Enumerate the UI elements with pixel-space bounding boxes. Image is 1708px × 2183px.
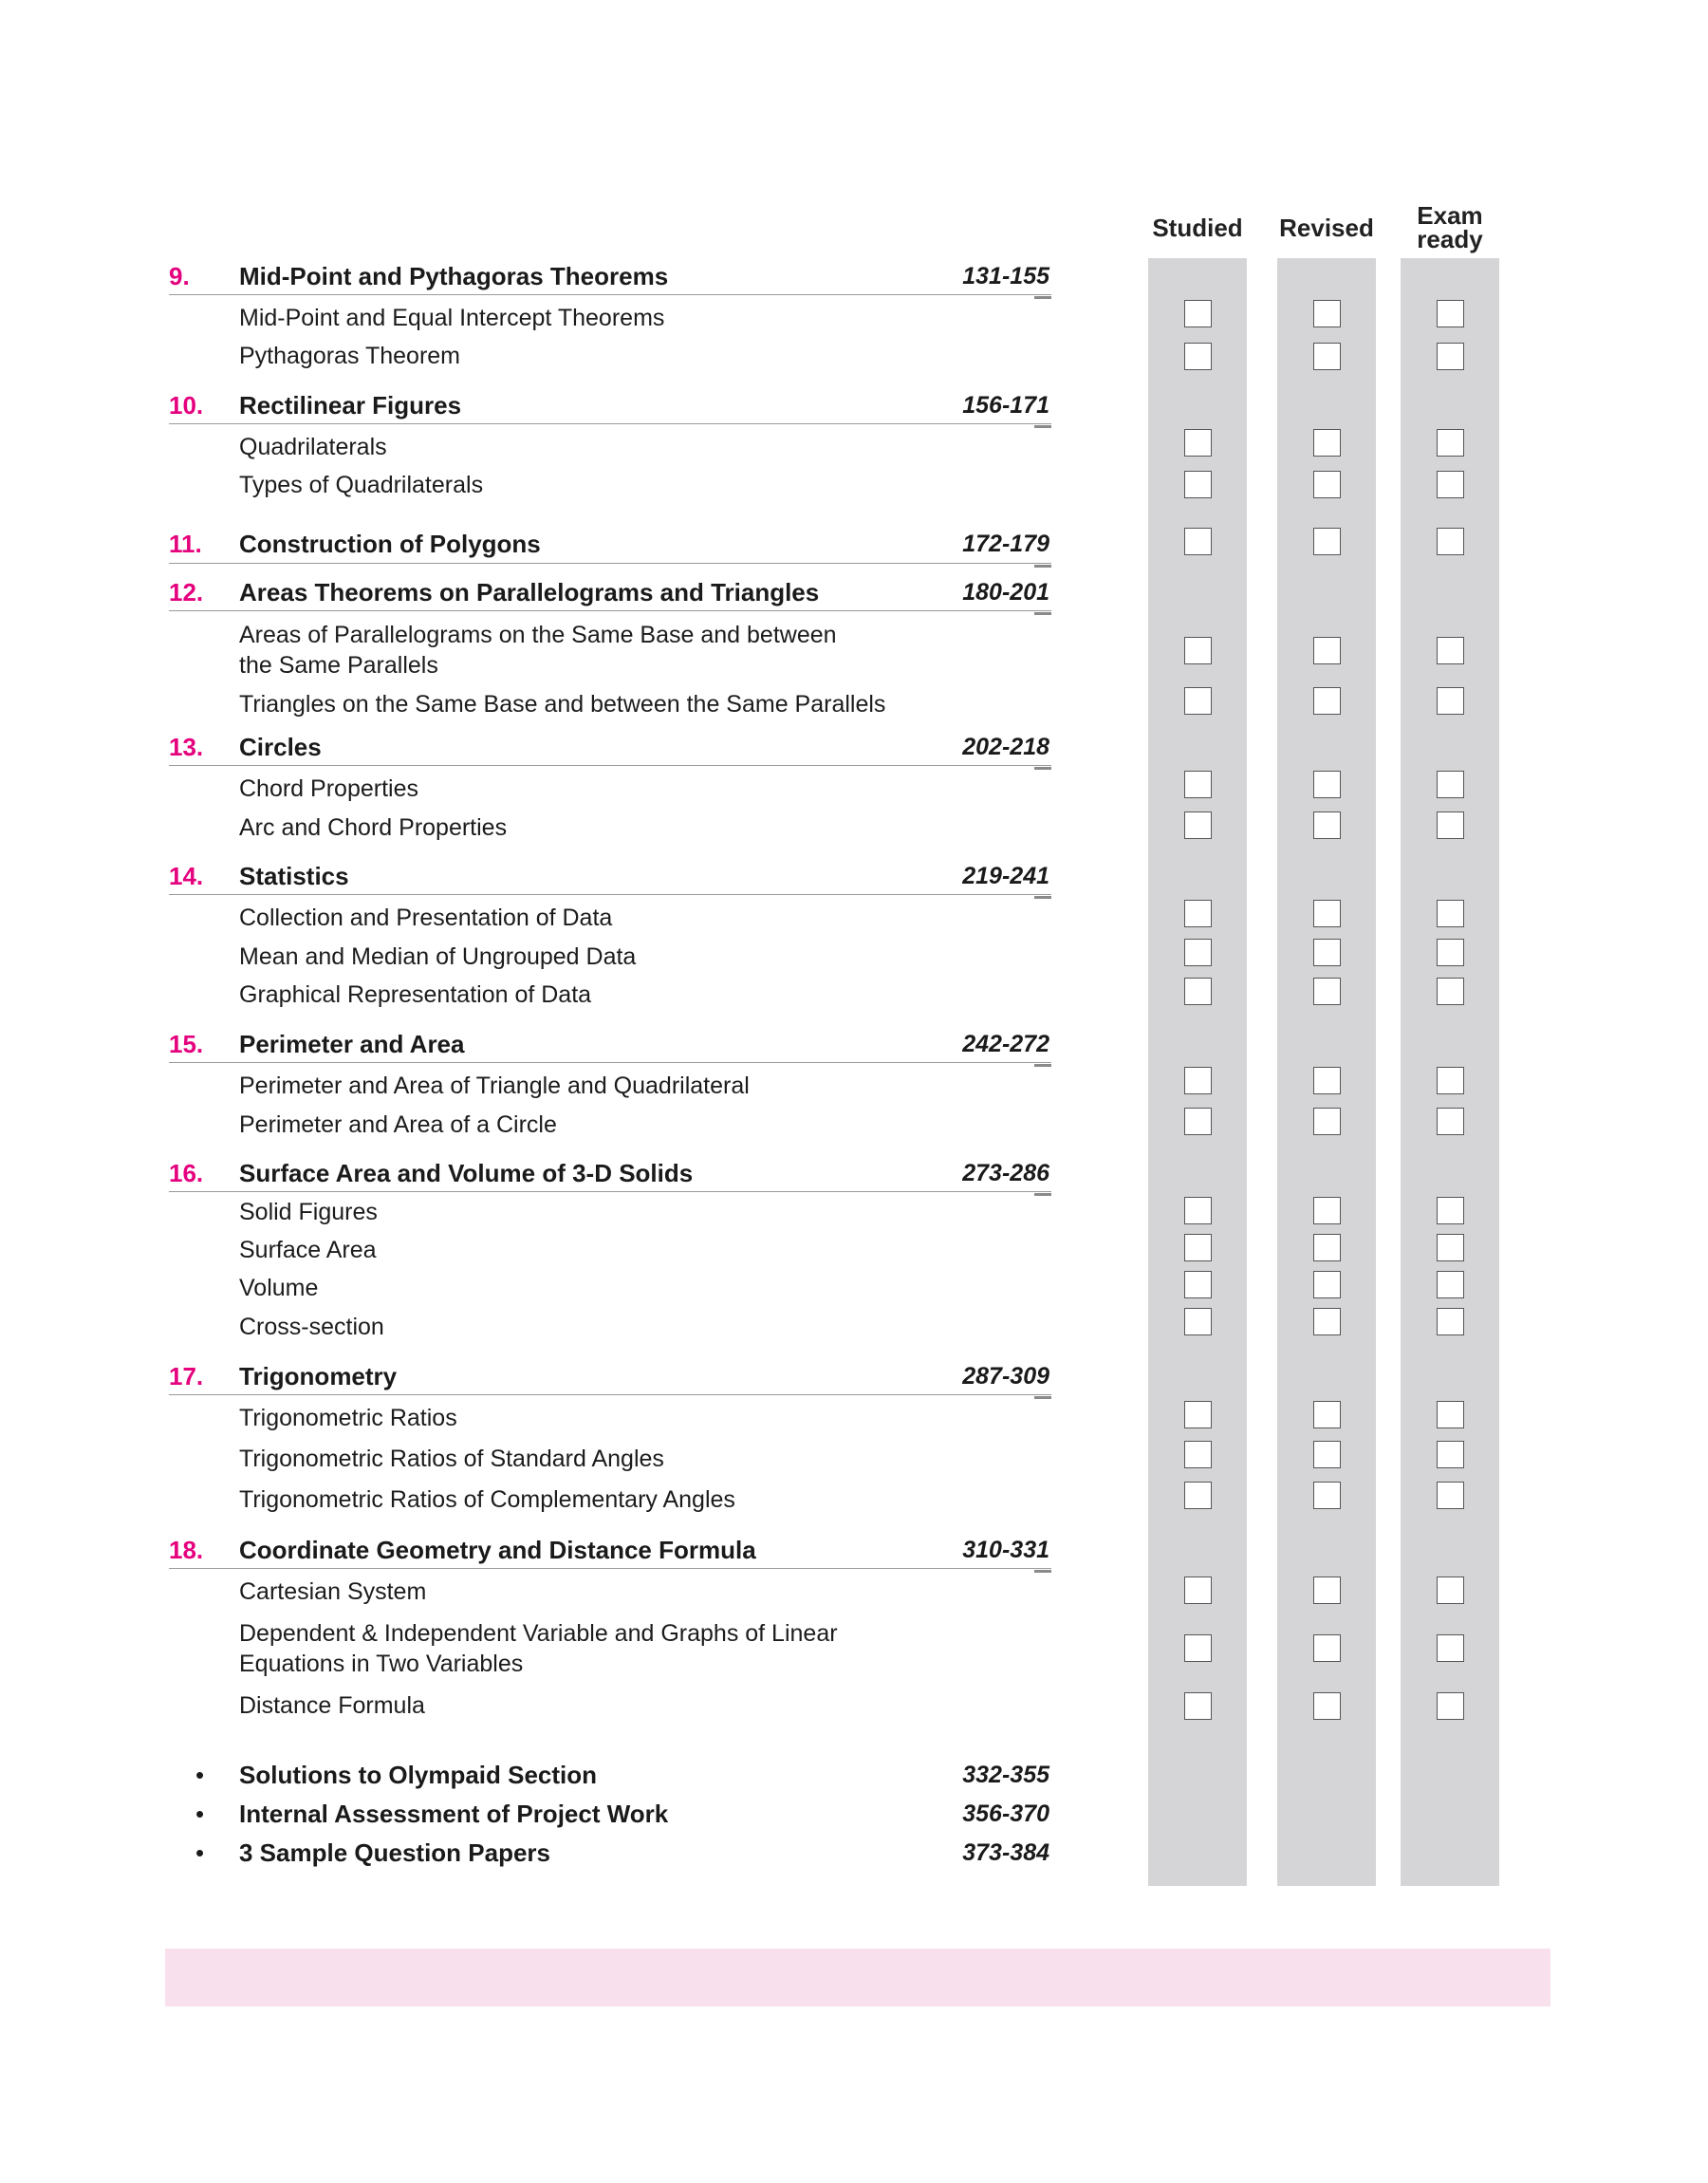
exam-ready-checkbox[interactable] (1437, 1482, 1464, 1509)
studied-checkbox[interactable] (1184, 1234, 1212, 1261)
chapter-pages: 202-218 (962, 734, 1049, 760)
revised-checkbox[interactable] (1313, 1234, 1341, 1261)
topic-label: Quadrilaterals (239, 434, 387, 460)
exam-ready-header-line1: Exam (1417, 201, 1483, 230)
extra-section-pages: 356-370 (962, 1801, 1049, 1827)
exam-ready-checkbox[interactable] (1437, 771, 1464, 798)
topic-label: Triangles on the Same Base and between the Same Parallels (239, 691, 886, 718)
chapter-divider (169, 1394, 1051, 1395)
chapter-number: 9. (169, 262, 190, 290)
revised-checkbox[interactable] (1313, 1271, 1341, 1298)
topic-label: Trigonometric Ratios of Standard Angles (239, 1446, 664, 1472)
extra-section-title: 3 Sample Question Papers (239, 1838, 551, 1867)
extra-section-title: Internal Assessment of Project Work (239, 1800, 669, 1828)
revised-checkbox[interactable] (1313, 429, 1341, 457)
revised-header: Revised (1279, 214, 1374, 242)
exam-ready-checkbox[interactable] (1437, 528, 1464, 555)
extra-section-pages: 332-355 (962, 1762, 1049, 1788)
exam-ready-header-line2: ready (1417, 225, 1483, 253)
topic-label: Cartesian System (239, 1578, 427, 1605)
revised-checkbox[interactable] (1313, 1308, 1341, 1335)
chapter-number: 16. (169, 1159, 204, 1187)
chapter-divider (169, 423, 1051, 424)
revised-checkbox[interactable] (1313, 1692, 1341, 1720)
revised-checkbox[interactable] (1313, 687, 1341, 715)
topic-label: Perimeter and Area of a Circle (239, 1111, 557, 1138)
chapter-divider (169, 765, 1051, 766)
studied-checkbox[interactable] (1184, 771, 1212, 798)
studied-checkbox[interactable] (1184, 812, 1212, 839)
topic-label: Surface Area (239, 1237, 377, 1263)
revised-checkbox[interactable] (1313, 1634, 1341, 1662)
exam-ready-checkbox[interactable] (1437, 900, 1464, 927)
chapter-pages: 310-331 (962, 1537, 1049, 1563)
exam-ready-checkbox[interactable] (1437, 1308, 1464, 1335)
revised-checkbox[interactable] (1313, 1108, 1341, 1135)
exam-ready-checkbox[interactable] (1437, 1441, 1464, 1468)
exam-ready-checkbox[interactable] (1437, 637, 1464, 664)
studied-checkbox[interactable] (1184, 637, 1212, 664)
topic-label: Pythagoras Theorem (239, 343, 460, 369)
studied-checkbox[interactable] (1184, 429, 1212, 457)
topic-label: Graphical Representation of Data (239, 981, 592, 1008)
exam-ready-checkbox[interactable] (1437, 687, 1464, 715)
exam-ready-checkbox[interactable] (1437, 1108, 1464, 1135)
chapter-divider (169, 1191, 1051, 1192)
chapter-pages: 287-309 (962, 1363, 1049, 1390)
chapter-title: Surface Area and Volume of 3-D Solids (239, 1159, 694, 1187)
chapter-title: Trigonometry (239, 1362, 398, 1390)
extra-section-pages: 373-384 (962, 1839, 1049, 1866)
topic-label: Arc and Chord Properties (239, 814, 508, 841)
topic-label: Volume (239, 1275, 319, 1301)
studied-checkbox[interactable] (1184, 1108, 1212, 1135)
topic-label: Areas of Parallelograms on the Same Base and between (239, 622, 837, 648)
chapter-number: 18. (169, 1536, 204, 1564)
exam-ready-header (1388, 201, 1512, 253)
chapter-pages: 131-155 (962, 263, 1049, 289)
topic-label: Perimeter and Area of Triangle and Quadrilateral (239, 1073, 750, 1099)
topic-label: Solid Figures (239, 1199, 378, 1225)
topic-label: Chord Properties (239, 775, 418, 802)
topic-label: Types of Quadrilaterals (239, 472, 484, 498)
revised-checkbox[interactable] (1313, 1482, 1341, 1509)
studied-checkbox[interactable] (1184, 978, 1212, 1005)
chapter-number: 12. (169, 578, 204, 606)
exam-ready-checkbox[interactable] (1437, 939, 1464, 966)
topic-label: the Same Parallels (239, 652, 438, 679)
topic-label: Dependent & Independent Variable and Graphs of Linear (239, 1620, 838, 1647)
studied-checkbox[interactable] (1184, 1692, 1212, 1720)
studied-header: Studied (1152, 214, 1243, 242)
chapter-title: Mid-Point and Pythagoras Theorems (239, 262, 669, 290)
exam-ready-checkbox[interactable] (1437, 812, 1464, 839)
studied-checkbox[interactable] (1184, 900, 1212, 927)
topic-label: Equations in Two Variables (239, 1651, 524, 1677)
chapter-title: Circles (239, 733, 322, 761)
studied-checkbox[interactable] (1184, 343, 1212, 370)
revised-checkbox[interactable] (1313, 939, 1341, 966)
revised-checkbox[interactable] (1313, 1067, 1341, 1094)
revised-checkbox[interactable] (1313, 978, 1341, 1005)
revised-checkbox[interactable] (1313, 1197, 1341, 1224)
chapter-title: Areas Theorems on Parallelograms and Triangles (239, 578, 820, 606)
exam-ready-checkbox[interactable] (1437, 1271, 1464, 1298)
studied-checkbox[interactable] (1184, 1577, 1212, 1604)
topic-label: Mid-Point and Equal Intercept Theorems (239, 305, 665, 331)
exam-ready-checkbox[interactable] (1437, 978, 1464, 1005)
studied-checkbox[interactable] (1184, 1634, 1212, 1662)
revised-checkbox[interactable] (1313, 637, 1341, 664)
chapter-number: 10. (169, 391, 204, 420)
chapter-pages: 172-179 (962, 531, 1049, 557)
topic-label: Collection and Presentation of Data (239, 905, 613, 931)
studied-checkbox[interactable] (1184, 1271, 1212, 1298)
studied-checkbox[interactable] (1184, 687, 1212, 715)
revised-checkbox[interactable] (1313, 300, 1341, 327)
topic-label: Trigonometric Ratios of Complementary Angles (239, 1486, 735, 1513)
exam-ready-checkbox[interactable] (1437, 429, 1464, 457)
revised-checkbox[interactable] (1313, 1441, 1341, 1468)
chapter-divider (169, 563, 1051, 564)
exam-ready-checkbox[interactable] (1437, 300, 1464, 327)
topic-label: Cross-section (239, 1314, 384, 1340)
exam-ready-checkbox[interactable] (1437, 1692, 1464, 1720)
bullet-marker: • (195, 1761, 205, 1789)
footer-band (165, 1949, 1550, 2006)
revised-checkbox[interactable] (1313, 900, 1341, 927)
chapter-pages: 273-286 (962, 1160, 1049, 1186)
chapter-number: 15. (169, 1030, 204, 1058)
chapter-divider (169, 294, 1051, 295)
studied-checkbox[interactable] (1184, 939, 1212, 966)
exam-ready-checkbox[interactable] (1437, 1234, 1464, 1261)
studied-checkbox[interactable] (1184, 1197, 1212, 1224)
chapter-number: 13. (169, 733, 204, 761)
revised-checkbox[interactable] (1313, 771, 1341, 798)
chapter-title: Statistics (239, 862, 349, 890)
chapter-pages: 180-201 (962, 579, 1049, 606)
chapter-number: 14. (169, 862, 204, 890)
chapter-divider (169, 1062, 1051, 1063)
studied-checkbox[interactable] (1184, 1441, 1212, 1468)
studied-checkbox[interactable] (1184, 300, 1212, 327)
chapter-pages: 219-241 (962, 863, 1049, 889)
exam-ready-checkbox[interactable] (1437, 1197, 1464, 1224)
studied-checkbox[interactable] (1184, 1482, 1212, 1509)
exam-ready-checkbox[interactable] (1437, 343, 1464, 370)
exam-ready-checkbox[interactable] (1437, 1067, 1464, 1094)
chapter-pages: 242-272 (962, 1031, 1049, 1057)
studied-checkbox[interactable] (1184, 1067, 1212, 1094)
chapter-number: 17. (169, 1362, 204, 1390)
chapter-title: Construction of Polygons (239, 530, 541, 558)
chapter-title: Perimeter and Area (239, 1030, 465, 1058)
chapter-divider (169, 894, 1051, 895)
revised-checkbox[interactable] (1313, 343, 1341, 370)
revised-checkbox[interactable] (1313, 1401, 1341, 1428)
topic-label: Mean and Median of Ungrouped Data (239, 943, 637, 970)
studied-checkbox[interactable] (1184, 528, 1212, 555)
chapter-title: Rectilinear Figures (239, 391, 462, 420)
revised-checkbox[interactable] (1313, 1577, 1341, 1604)
studied-checkbox[interactable] (1184, 471, 1212, 498)
revised-checkbox[interactable] (1313, 471, 1341, 498)
chapter-pages: 156-171 (962, 392, 1049, 419)
bullet-marker: • (195, 1800, 205, 1828)
extra-section-title: Solutions to Olympaid Section (239, 1761, 598, 1789)
chapter-title: Coordinate Geometry and Distance Formula (239, 1536, 756, 1564)
exam-ready-checkbox[interactable] (1437, 1577, 1464, 1604)
exam-ready-checkbox[interactable] (1437, 471, 1464, 498)
exam-ready-checkbox[interactable] (1437, 1401, 1464, 1428)
studied-checkbox[interactable] (1184, 1308, 1212, 1335)
chapter-number: 11. (169, 530, 202, 558)
studied-checkbox[interactable] (1184, 1401, 1212, 1428)
chapter-divider (169, 1568, 1051, 1569)
chapter-divider (169, 610, 1051, 611)
topic-label: Trigonometric Ratios (239, 1405, 457, 1431)
topic-label: Distance Formula (239, 1692, 425, 1719)
revised-checkbox[interactable] (1313, 812, 1341, 839)
revised-checkbox[interactable] (1313, 528, 1341, 555)
exam-ready-checkbox[interactable] (1437, 1634, 1464, 1662)
bullet-marker: • (195, 1838, 205, 1867)
